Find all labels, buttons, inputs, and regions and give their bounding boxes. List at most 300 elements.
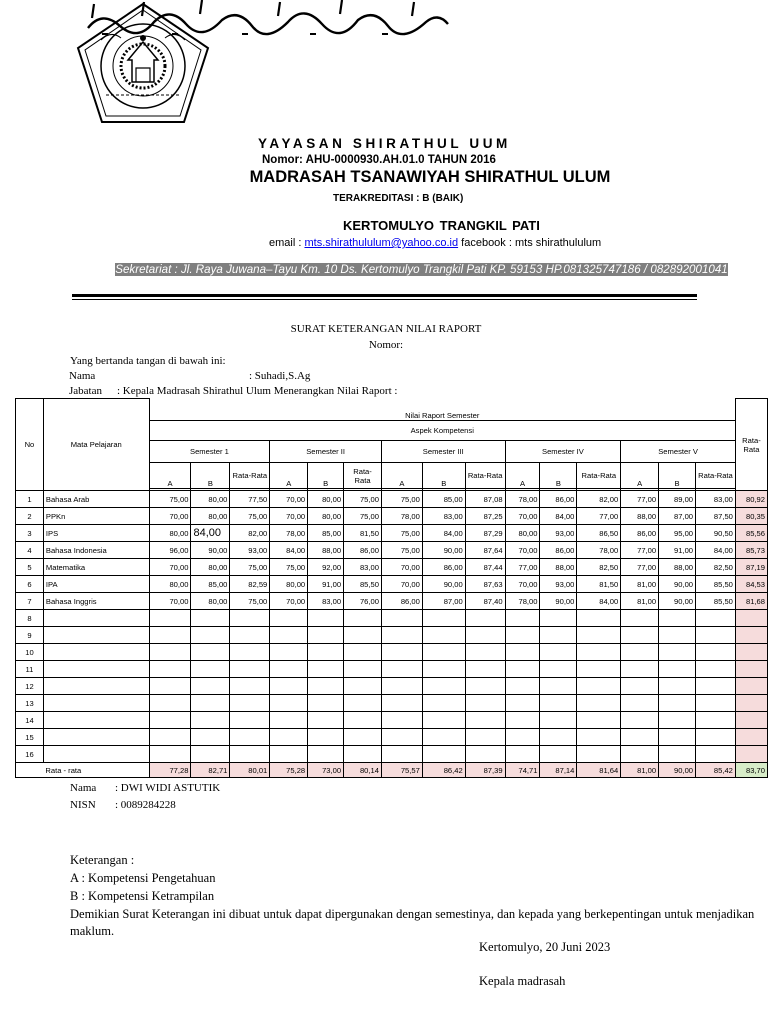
grade-cell xyxy=(270,661,308,678)
grade-cell xyxy=(505,695,540,712)
sub-b-header: B xyxy=(540,463,577,489)
average-cell: 86,42 xyxy=(422,763,465,778)
sub-avg-header: Rata-Rata xyxy=(344,463,382,489)
grade-cell: 84,00 xyxy=(191,525,230,542)
table-row xyxy=(16,542,768,559)
grade-cell xyxy=(465,678,505,695)
row-subject: Matematika xyxy=(43,559,149,576)
grade-cell xyxy=(344,644,382,661)
grade-cell xyxy=(230,627,270,644)
grade-cell xyxy=(381,678,422,695)
grade-cell xyxy=(381,644,422,661)
grade-cell xyxy=(621,729,659,746)
grade-cell: 85,00 xyxy=(191,576,230,593)
semester-header: Semester IV xyxy=(505,441,621,463)
average-cell: 85,42 xyxy=(696,763,736,778)
grade-cell: 86,50 xyxy=(577,525,621,542)
grade-cell xyxy=(230,695,270,712)
row-number: 5 xyxy=(16,559,44,576)
grade-cell: 70,00 xyxy=(270,508,308,525)
row-subject: IPS xyxy=(43,525,149,542)
row-total-avg: 80,35 xyxy=(735,508,767,525)
row-total-avg xyxy=(735,678,767,695)
grade-cell xyxy=(149,746,191,763)
grade-cell xyxy=(230,661,270,678)
grade-cell: 75,00 xyxy=(149,491,191,508)
grade-cell xyxy=(505,746,540,763)
grade-cell: 70,00 xyxy=(270,491,308,508)
grade-cell: 83,00 xyxy=(308,593,344,610)
grade-cell xyxy=(540,661,577,678)
sub-b-header: B xyxy=(659,463,696,489)
grade-cell xyxy=(465,627,505,644)
row-number: 13 xyxy=(16,695,44,712)
grade-cell xyxy=(308,610,344,627)
average-cell: 80,01 xyxy=(230,763,270,778)
grade-cell: 83,00 xyxy=(422,508,465,525)
grade-cell: 80,00 xyxy=(505,525,540,542)
grade-cell: 87,00 xyxy=(422,593,465,610)
table-row xyxy=(16,610,768,627)
table-row xyxy=(16,729,768,746)
table-row xyxy=(16,746,768,763)
grade-cell xyxy=(505,712,540,729)
grade-cell: 81,50 xyxy=(577,576,621,593)
student-name-value: : DWI WIDI ASTUTIK xyxy=(115,782,221,794)
grade-cell xyxy=(308,746,344,763)
grade-cell xyxy=(465,695,505,712)
row-total-avg xyxy=(735,746,767,763)
grade-cell xyxy=(381,661,422,678)
grade-cell xyxy=(149,729,191,746)
grade-cell: 70,00 xyxy=(149,593,191,610)
grade-cell: 81,50 xyxy=(344,525,382,542)
signer-position-value: : Kepala Madrasah Shirathul Ulum Menerangkan Nilai Raport : xyxy=(117,385,398,397)
row-number: 12 xyxy=(16,678,44,695)
grade-cell xyxy=(191,746,230,763)
grade-cell xyxy=(696,644,736,661)
grade-cell: 77,00 xyxy=(621,559,659,576)
grade-cell xyxy=(381,627,422,644)
grade-cell xyxy=(577,678,621,695)
grade-cell: 75,00 xyxy=(381,525,422,542)
document-number: Nomor: xyxy=(368,339,404,351)
grade-cell: 78,00 xyxy=(505,491,540,508)
semester-header: Semester V xyxy=(621,441,736,463)
student-nisn-value: : 0089284228 xyxy=(115,799,176,811)
grade-cell: 82,00 xyxy=(230,525,270,542)
grade-cell xyxy=(577,661,621,678)
row-number: 4 xyxy=(16,542,44,559)
row-number: 11 xyxy=(16,661,44,678)
grades-table xyxy=(15,398,768,778)
grade-cell xyxy=(308,627,344,644)
grade-cell: 75,00 xyxy=(230,593,270,610)
grade-cell xyxy=(191,695,230,712)
row-total-avg xyxy=(735,712,767,729)
grade-cell xyxy=(191,661,230,678)
grade-cell: 80,00 xyxy=(270,576,308,593)
grade-cell: 80,00 xyxy=(191,491,230,508)
row-subject: PPKn xyxy=(43,508,149,525)
table-row xyxy=(16,712,768,729)
grade-cell xyxy=(696,610,736,627)
grade-cell: 70,00 xyxy=(381,576,422,593)
grade-cell xyxy=(344,610,382,627)
grade-cell xyxy=(465,746,505,763)
grade-cell xyxy=(540,644,577,661)
grade-cell xyxy=(505,661,540,678)
grade-cell: 81,00 xyxy=(621,576,659,593)
foundation-name: YAYASAN SHIRATHUL UUM xyxy=(258,136,511,151)
grade-cell xyxy=(381,695,422,712)
header-row-1 xyxy=(16,399,768,421)
grade-cell: 77,00 xyxy=(505,559,540,576)
grade-cell xyxy=(540,678,577,695)
average-cell: 77,28 xyxy=(149,763,191,778)
grade-cell xyxy=(577,712,621,729)
grade-cell: 78,00 xyxy=(270,525,308,542)
grade-cell xyxy=(381,712,422,729)
grade-cell xyxy=(422,712,465,729)
grade-cell: 86,00 xyxy=(540,491,577,508)
grade-cell: 77,00 xyxy=(621,542,659,559)
grade-cell: 78,00 xyxy=(381,508,422,525)
grade-cell: 80,00 xyxy=(308,491,344,508)
row-total-avg: 80,92 xyxy=(735,491,767,508)
grade-cell xyxy=(621,695,659,712)
grade-cell: 85,50 xyxy=(696,576,736,593)
grade-cell xyxy=(659,610,696,627)
grade-cell xyxy=(659,729,696,746)
row-number: 8 xyxy=(16,610,44,627)
grade-cell: 78,00 xyxy=(505,593,540,610)
grade-cell xyxy=(381,729,422,746)
row-total-avg xyxy=(735,610,767,627)
grade-cell xyxy=(577,695,621,712)
grade-cell: 75,00 xyxy=(344,508,382,525)
sub-b-header: B xyxy=(308,463,344,489)
row-subject: IPA xyxy=(43,576,149,593)
row-total-avg xyxy=(735,695,767,712)
row-total-avg: 87,19 xyxy=(735,559,767,576)
grade-cell: 87,64 xyxy=(465,542,505,559)
grade-cell: 93,00 xyxy=(540,576,577,593)
row-number: 16 xyxy=(16,746,44,763)
grade-cell xyxy=(621,661,659,678)
grade-cell: 70,00 xyxy=(149,559,191,576)
row-number: 6 xyxy=(16,576,44,593)
semester-header: Semester III xyxy=(381,441,505,463)
sub-avg-header: Rata-Rata xyxy=(465,463,505,489)
grade-cell xyxy=(149,644,191,661)
grade-cell xyxy=(540,729,577,746)
grade-cell: 87,25 xyxy=(465,508,505,525)
row-total-avg xyxy=(735,661,767,678)
grade-cell xyxy=(230,644,270,661)
grade-cell xyxy=(505,627,540,644)
accreditation: TERAKREDITASI : B (BAIK) xyxy=(333,193,464,204)
grade-cell xyxy=(344,695,382,712)
grade-cell xyxy=(191,610,230,627)
average-cell: 74,71 xyxy=(505,763,540,778)
grade-cell: 70,00 xyxy=(505,508,540,525)
grade-cell: 95,00 xyxy=(659,525,696,542)
grade-cell: 75,00 xyxy=(381,542,422,559)
grade-cell xyxy=(308,678,344,695)
col-subject-header: Mata Pelajaran xyxy=(43,399,149,491)
grade-cell: 90,00 xyxy=(659,576,696,593)
grade-cell xyxy=(621,746,659,763)
grade-cell xyxy=(577,644,621,661)
grade-cell xyxy=(230,678,270,695)
grade-cell: 82,50 xyxy=(577,559,621,576)
grade-cell xyxy=(381,610,422,627)
grade-cell: 75,00 xyxy=(344,491,382,508)
sub-a-header: A xyxy=(505,463,540,489)
row-subject: Bahasa Indonesia xyxy=(43,542,149,559)
grade-cell xyxy=(696,627,736,644)
grade-cell: 87,63 xyxy=(465,576,505,593)
grade-cell: 82,00 xyxy=(577,491,621,508)
grade-cell: 80,00 xyxy=(149,576,191,593)
student-name-label: Nama xyxy=(70,782,97,794)
intro-text: Yang bertanda tangan di bawah ini: xyxy=(70,355,226,367)
grade-cell xyxy=(270,746,308,763)
grade-cell: 96,00 xyxy=(149,542,191,559)
average-cell: 81,64 xyxy=(577,763,621,778)
grade-cell xyxy=(505,644,540,661)
grade-cell xyxy=(577,627,621,644)
grade-cell: 85,50 xyxy=(696,593,736,610)
header-divider-thick xyxy=(72,294,697,297)
grade-cell: 87,29 xyxy=(465,525,505,542)
average-cell: 87,14 xyxy=(540,763,577,778)
col-no-header: No xyxy=(16,399,44,491)
grade-cell: 75,00 xyxy=(230,559,270,576)
grade-cell: 90,50 xyxy=(696,525,736,542)
grade-cell xyxy=(659,627,696,644)
row-total-avg: 84,53 xyxy=(735,576,767,593)
average-row xyxy=(16,763,768,778)
registration-number: Nomor: AHU-0000930.AH.01.0 TAHUN 2016 xyxy=(262,154,496,166)
grade-cell: 80,00 xyxy=(191,593,230,610)
grade-cell: 80,00 xyxy=(149,525,191,542)
row-total-avg xyxy=(735,644,767,661)
table-row xyxy=(16,661,768,678)
grade-cell xyxy=(344,712,382,729)
grade-cell: 85,00 xyxy=(308,525,344,542)
semester-header: Semester II xyxy=(270,441,382,463)
grade-cell xyxy=(696,712,736,729)
row-number: 10 xyxy=(16,644,44,661)
grade-cell xyxy=(505,678,540,695)
grade-cell: 92,00 xyxy=(308,559,344,576)
grade-cell xyxy=(621,644,659,661)
grade-cell xyxy=(191,627,230,644)
row-subject: Bahasa Arab xyxy=(43,491,149,508)
grade-cell: 70,00 xyxy=(505,576,540,593)
table-row xyxy=(16,576,768,593)
row-subject xyxy=(43,678,149,695)
grade-cell xyxy=(191,644,230,661)
grade-cell xyxy=(270,627,308,644)
grade-cell: 86,00 xyxy=(422,559,465,576)
grade-cell xyxy=(149,712,191,729)
row-subject xyxy=(43,661,149,678)
grade-cell: 78,00 xyxy=(577,542,621,559)
average-cell: 82,71 xyxy=(191,763,230,778)
grade-cell xyxy=(270,695,308,712)
note-b: B : Kompetensi Ketrampilan xyxy=(70,889,215,903)
grade-cell: 93,00 xyxy=(230,542,270,559)
table-row xyxy=(16,695,768,712)
grade-cell xyxy=(149,695,191,712)
grade-cell xyxy=(621,712,659,729)
grade-cell: 85,00 xyxy=(422,491,465,508)
facebook-text: facebook : mts shirathululum xyxy=(461,237,602,249)
row-subject xyxy=(43,695,149,712)
signer-name-value: : Suhadi,S.Ag xyxy=(249,370,311,382)
sub-avg-header: Rata-Rata xyxy=(230,463,270,489)
average-cell: 75,28 xyxy=(270,763,308,778)
grade-cell xyxy=(149,678,191,695)
table-row xyxy=(16,491,768,508)
grade-cell xyxy=(540,746,577,763)
grade-cell xyxy=(696,729,736,746)
header-divider-thin xyxy=(72,299,697,300)
grade-cell: 75,00 xyxy=(381,491,422,508)
note-a: A : Kompetensi Pengetahuan xyxy=(70,871,216,885)
grade-cell xyxy=(191,712,230,729)
average-label: Rata - rata xyxy=(43,763,149,778)
grade-cell xyxy=(659,746,696,763)
grade-cell: 87,40 xyxy=(465,593,505,610)
grade-cell xyxy=(230,712,270,729)
grade-cell: 85,50 xyxy=(344,576,382,593)
grade-cell xyxy=(422,661,465,678)
grade-cell xyxy=(540,712,577,729)
row-total-avg xyxy=(735,729,767,746)
row-number: 2 xyxy=(16,508,44,525)
grade-cell: 91,00 xyxy=(659,542,696,559)
grade-cell: 88,00 xyxy=(308,542,344,559)
grade-cell xyxy=(577,610,621,627)
grade-cell xyxy=(230,746,270,763)
email-link[interactable]: mts.shirathululum@yahoo.co.id xyxy=(304,237,459,249)
grade-cell: 87,00 xyxy=(659,508,696,525)
grade-cell: 75,00 xyxy=(270,559,308,576)
grade-cell xyxy=(308,695,344,712)
grade-cell xyxy=(422,627,465,644)
grade-cell: 90,00 xyxy=(422,542,465,559)
grade-cell: 86,00 xyxy=(381,593,422,610)
school-name: MADRASAH TSANAWIYAH SHIRATHUL ULUM xyxy=(249,168,611,186)
row-number: 15 xyxy=(16,729,44,746)
semester-header: Semester 1 xyxy=(149,441,270,463)
grade-cell xyxy=(696,661,736,678)
grade-cell xyxy=(191,729,230,746)
grade-cell xyxy=(577,746,621,763)
student-nisn-label: NISN xyxy=(70,799,96,811)
grade-cell: 82,59 xyxy=(230,576,270,593)
grade-cell xyxy=(422,678,465,695)
average-cell: 81,00 xyxy=(621,763,659,778)
row-subject xyxy=(43,712,149,729)
average-cell: 75,57 xyxy=(381,763,422,778)
grade-cell: 84,00 xyxy=(577,593,621,610)
col-total-avg-header: Rata-Rata xyxy=(735,399,767,491)
grade-cell xyxy=(344,661,382,678)
notes-title: Keterangan : xyxy=(70,853,135,867)
row-subject xyxy=(43,644,149,661)
sub-avg-header: Rata-Rata xyxy=(696,463,736,489)
row-number: 14 xyxy=(16,712,44,729)
row-number: 3 xyxy=(16,525,44,542)
grade-cell: 81,00 xyxy=(621,593,659,610)
grade-cell xyxy=(344,678,382,695)
grade-cell: 90,00 xyxy=(191,542,230,559)
grade-cell: 83,00 xyxy=(696,491,736,508)
signer-title: Kepala madrasah xyxy=(479,974,566,988)
grade-cell: 86,00 xyxy=(621,525,659,542)
grade-cell xyxy=(621,610,659,627)
grade-cell xyxy=(621,627,659,644)
signer-position-label: Jabatan xyxy=(69,385,102,397)
grade-cell: 83,00 xyxy=(344,559,382,576)
grade-cell xyxy=(422,695,465,712)
grade-cell: 70,00 xyxy=(381,559,422,576)
place-date: Kertomulyo, 20 Juni 2023 xyxy=(479,940,611,954)
grade-cell xyxy=(270,644,308,661)
grade-cell xyxy=(540,627,577,644)
grade-cell: 88,00 xyxy=(621,508,659,525)
contact-line xyxy=(269,237,601,249)
closing-statement: Demikian Surat Keterangan ini dibuat untuk dapat dipergunakan dengan semestinya, dan kepada yang berkepentingan untuk menjadikan maklum. xyxy=(70,907,755,938)
grade-cell xyxy=(422,729,465,746)
address-text: Sekretariat : Jl. Raya Juwana–Tayu Km. 10 Ds. Kertomulyo Trangkil Pati KP. 59153 HP.081325747186 / 082892001041 xyxy=(115,263,728,276)
grade-cell xyxy=(308,729,344,746)
sub-a-header: A xyxy=(149,463,191,489)
grade-cell xyxy=(422,644,465,661)
row-number: 1 xyxy=(16,491,44,508)
grade-cell: 80,00 xyxy=(308,508,344,525)
grade-cell xyxy=(149,610,191,627)
grade-cell: 84,00 xyxy=(422,525,465,542)
grade-cell: 87,50 xyxy=(696,508,736,525)
grade-cell xyxy=(465,661,505,678)
grade-cell xyxy=(422,746,465,763)
table-row xyxy=(16,627,768,644)
average-row-spacer xyxy=(16,763,44,778)
grade-cell xyxy=(191,678,230,695)
row-subject xyxy=(43,746,149,763)
grade-cell xyxy=(621,678,659,695)
average-cell: 90,00 xyxy=(659,763,696,778)
grade-cell xyxy=(696,746,736,763)
grade-cell: 93,00 xyxy=(540,525,577,542)
grade-cell xyxy=(149,627,191,644)
grade-cell xyxy=(230,610,270,627)
grade-cell xyxy=(659,678,696,695)
grade-cell xyxy=(696,695,736,712)
grade-cell xyxy=(505,610,540,627)
grade-cell: 82,50 xyxy=(696,559,736,576)
grade-cell xyxy=(270,678,308,695)
grade-cell: 84,00 xyxy=(270,542,308,559)
semester-group-header: Nilai Raport Semester xyxy=(149,399,735,421)
grade-cell: 90,00 xyxy=(540,593,577,610)
